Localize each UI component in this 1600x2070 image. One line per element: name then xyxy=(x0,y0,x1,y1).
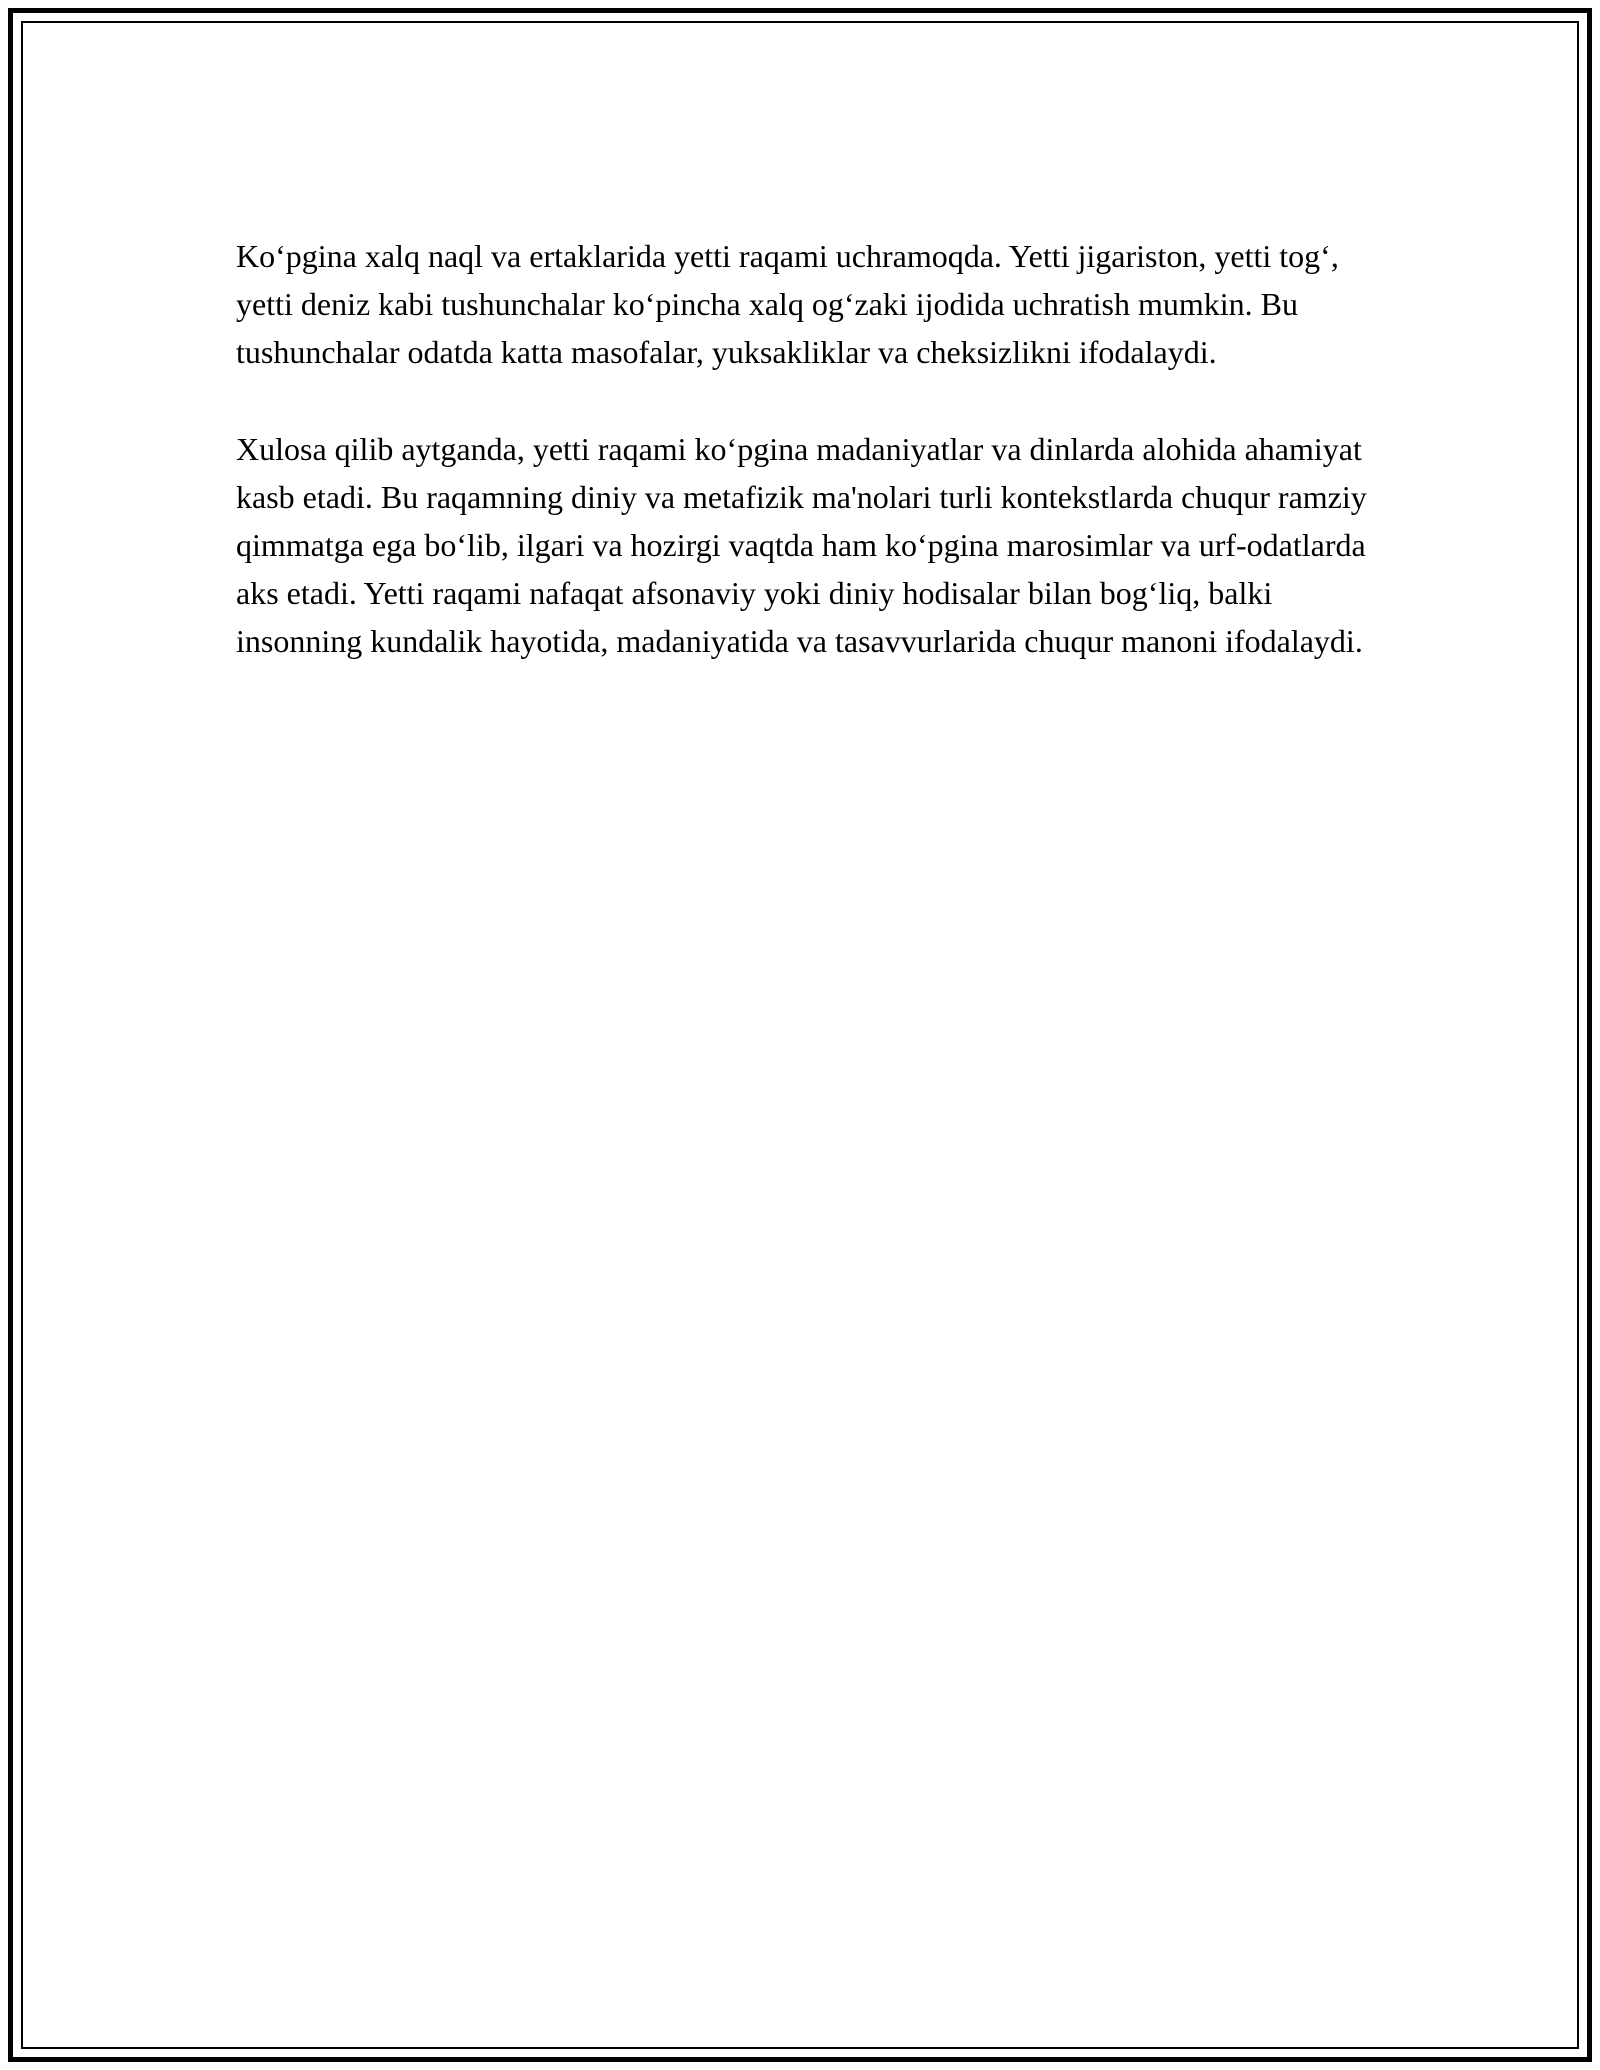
paragraph-2: Xulosa qilib aytganda, yetti raqami ko‘pgina madaniyatlar va dinlarda alohida ahamiyat kasb etadi. Bu raqamning diniy va metafizik ma'nolari turli kontekstlarda chuqur ramziy qimmatga ega bo‘lib, ilgari va hozirgi vaqtda ham ko‘pgina marosimlar va urf-odatlarda aks etadi. Yetti raqami nafaqat afsonaviy yoki diniy hodisalar bilan bog‘liq, balki insonning kundalik hayotida, madaniyatida va tasavvurlarida chuqur manoni ifodalaydi. xyxy=(236,430,1367,660)
document-body xyxy=(236,232,1386,714)
paragraph-1: Ko‘pgina xalq naql va ertaklarida yetti raqami uchramoqda. Yetti jigariston, yetti tog‘, yetti deniz kabi tushunchalar ko‘pincha xalq og‘zaki ijodida uchratish mumkin. Bu tushunchalar odatda katta masofalar, yuksakliklar va cheksizlikni ifodalaydi. xyxy=(236,238,1339,371)
